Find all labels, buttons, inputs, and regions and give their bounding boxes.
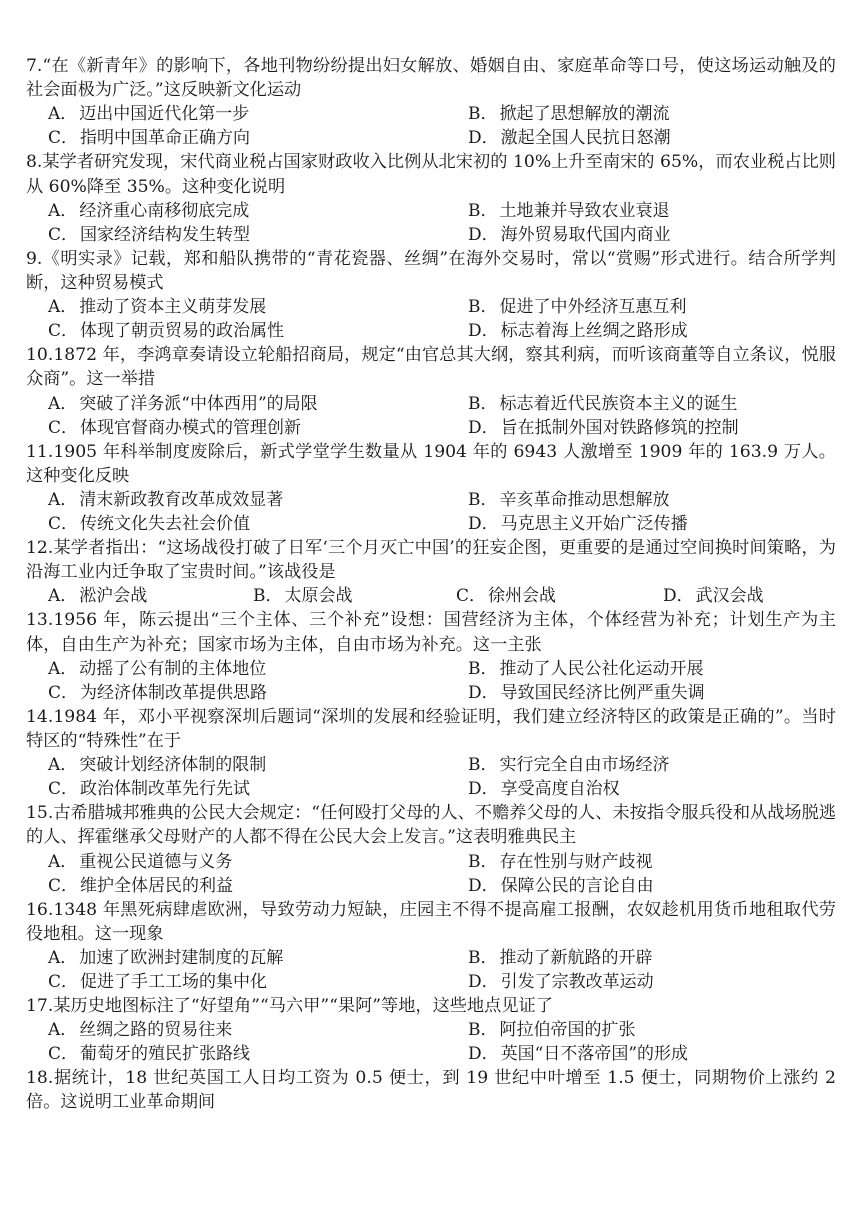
question-block [26,994,836,1066]
question-stem: 13.1956 年，陈云提出“三个主体、三个补充”设想：国营经济为主体，个体经营为补充；计划生产为主体，自由生产为补充；国家市场为主体，自由市场为补充。这一主张 [26,610,836,655]
option-letter: B． [468,104,498,125]
option-list [26,1018,836,1066]
option-text: 推动了资本主义萌芽发展 [79,297,267,318]
option-letter: B． [468,948,498,969]
answer-option [48,584,253,608]
option-text: 阿拉伯帝国的扩张 [499,1020,636,1041]
option-letter: A． [48,1020,78,1041]
option-list [26,946,836,994]
option-text: 标志着海上丝绸之路形成 [500,321,688,342]
option-letter: D． [468,972,499,993]
answer-option [48,295,468,319]
option-text: 葡萄牙的殖民扩张路线 [80,1044,251,1065]
option-text: 海外贸易取代国内商业 [500,224,671,245]
option-letter: C． [48,972,79,993]
option-letter: A． [48,490,78,511]
option-letter: A． [48,658,78,679]
option-text: 徐州会战 [488,586,557,607]
answer-option [253,584,456,608]
answer-option [48,753,468,777]
option-text: 武汉会战 [695,586,764,607]
answer-option [48,1018,468,1042]
option-letter: D． [468,875,499,896]
answer-option [48,223,468,247]
option-letter: D． [468,128,499,149]
answer-option [48,416,468,440]
answer-option [468,657,858,681]
answer-option [468,102,858,126]
option-text: 淞沪会战 [79,586,148,607]
option-letter: C． [48,224,79,245]
option-letter: B． [468,658,498,679]
answer-option [48,512,468,536]
option-letter: B． [468,851,498,872]
option-text: 突破了洋务派“中体西用”的局限 [79,393,318,414]
option-list [26,584,836,608]
answer-option [468,681,858,705]
option-text: 掀起了思想解放的潮流 [499,104,670,125]
option-letter: B． [468,200,498,221]
option-text: 国家经济结构发生转型 [80,224,251,245]
option-letter: A． [48,200,78,221]
option-letter: D． [468,514,499,535]
question-block [26,801,836,897]
answer-option [663,584,843,608]
option-letter: C． [48,875,79,896]
option-letter: D． [468,682,499,703]
answer-option [468,223,858,247]
question-stem: 16.1348 年黑死病肆虐欧洲，导致劳动力短缺，庄园主不得不提高雇工报酬，农奴趁机用货币地租取代劳役地租。这一现象 [26,899,836,944]
answer-option [48,319,468,343]
answer-option [48,777,468,801]
option-letter: D． [468,779,499,800]
question-stem: 18.据统计，18 世纪英国工人日均工资为 0.5 便士，到 19 世纪中叶增至 1.5 便士，同期物价上涨约 2 倍。这说明工业革命期间 [26,1068,836,1113]
option-text: 迈出中国近代化第一步 [79,104,250,125]
option-list [26,199,836,247]
answer-option [456,584,663,608]
option-letter: A． [48,851,78,872]
option-text: 辛亥革命推动思想解放 [499,490,670,511]
option-text: 旨在抵制外国对铁路修筑的控制 [500,417,739,438]
question-block [26,608,836,704]
answer-option [468,946,858,970]
question-stem: 11.1905 年科举制度废除后，新式学堂学生数量从 1904 年的 6943 人激增至 1909 年的 163.9 万人。这种变化反映 [26,441,836,486]
option-letter: C． [48,1044,79,1065]
question-stem: 7.“在《新青年》的影响下，各地刊物纷纷提出妇女解放、婚姻自由、家庭革命等口号，使这场运动触及的社会面极为广泛。”这反映新文化运动 [26,56,836,101]
answer-option [48,850,468,874]
answer-option [468,1042,858,1066]
question-block [26,1066,836,1114]
option-text: 为经济体制改革提供思路 [80,682,268,703]
question-stem: 9.《明实录》记载，郑和船队携带的“青花瓷器、丝绸”在海外交易时，常以“赏赐”形式进行。结合所学判断，这种贸易模式 [26,248,836,294]
answer-option [468,126,858,150]
question-block [26,440,836,536]
question-block [26,247,836,343]
option-text: 导致国民经济比例严重失调 [500,682,705,703]
option-text: 保障公民的言论自由 [500,875,654,896]
option-letter: A． [48,755,78,776]
option-list [26,488,836,536]
answer-option [468,753,858,777]
question-stem: 14.1984 年，邓小平视察深圳后题词“深圳的发展和经验证明，我们建立经济特区的政策是正确的”。当时特区的“特殊性”在于 [26,706,836,752]
question-stem: 15.古希腊城邦雅典的公民大会规定：“任何殴打父母的人、不赡养父母的人、未按指令服兵役和从战场脱逃的人、挥霍继承父母财产的人都不得在公民大会上发言。”这表明雅典民主 [26,803,836,848]
question-stem: 10.1872 年，李鸿章奏请设立轮船招商局，规定“由官总其大纲，察其利病，而听该商董等自立条议，悦服众商”。这一举措 [26,345,836,390]
option-list [26,295,836,343]
option-text: 加速了欧洲封建制度的瓦解 [79,948,284,969]
option-list [26,102,836,150]
option-text: 清末新政教育改革成效显著 [79,490,284,511]
option-text: 标志着近代民族资本主义的诞生 [499,393,738,414]
answer-option [468,416,858,440]
option-text: 体现官督商办模式的管理创新 [80,417,302,438]
option-letter: B． [468,755,498,776]
answer-option [468,392,858,416]
question-block [26,150,836,246]
answer-option [48,199,468,223]
option-text: 推动了人民公社化运动开展 [499,658,704,679]
option-list [26,850,836,898]
question-block [26,343,836,439]
option-list [26,753,836,801]
option-list [26,657,836,705]
option-text: 经济重心南移彻底完成 [79,200,250,221]
option-text: 享受高度自治权 [500,779,620,800]
answer-option [468,488,858,512]
option-letter: D． [468,1044,499,1065]
option-letter: A． [48,586,78,607]
option-letter: C． [48,779,79,800]
option-text: 激起全国人民抗日怒潮 [500,128,671,149]
option-text: 实行完全自由市场经济 [499,755,670,776]
answer-option [48,970,468,994]
question-block [26,898,836,994]
answer-option [48,1042,468,1066]
answer-option [48,392,468,416]
option-letter: B． [468,297,498,318]
option-text: 传统文化失去社会价值 [80,514,251,535]
option-text: 引发了宗教改革运动 [500,972,654,993]
option-letter: D． [468,321,499,342]
option-text: 维护全体居民的利益 [80,875,234,896]
option-letter: C． [48,128,79,149]
option-letter: C． [48,682,79,703]
question-stem: 12.某学者指出：“这场战役打破了日军‘三个月灭亡中国’的狂妄企图，更重要的是通过空间换时间策略，为沿海工业内迁争取了宝贵时间。”该战役是 [26,538,836,583]
question-block [26,536,836,608]
question-stem: 8.某学者研究发现，宋代商业税占国家财政收入比例从北宋初的 10%上升至南宋的 65%，而农业税占比则从 60%降至 35%。这种变化说明 [26,152,836,197]
option-letter: C． [48,321,79,342]
option-list [26,392,836,440]
option-letter: B． [468,393,498,414]
answer-option [48,488,468,512]
answer-option [468,295,858,319]
answer-option [468,1018,858,1042]
question-block [26,705,836,801]
option-letter: A． [48,297,78,318]
option-letter: C． [456,586,487,607]
option-text: 土地兼并导致农业衰退 [499,200,670,221]
answer-option [468,874,858,898]
option-letter: D． [663,586,694,607]
option-text: 指明中国革命正确方向 [80,128,251,149]
answer-option [468,512,858,536]
option-letter: D． [468,224,499,245]
question-stem: 17.某历史地图标注了“好望角”“马六甲”“果阿”等地，这些地点见证了 [26,996,553,1017]
answer-option [468,777,858,801]
option-letter: A． [48,104,78,125]
option-text: 促进了中外经济互惠互利 [499,297,687,318]
option-letter: B． [468,1020,498,1041]
option-text: 英国“日不落帝国”的形成 [500,1044,689,1065]
option-letter: D． [468,417,499,438]
answer-option [48,102,468,126]
option-text: 马克思主义开始广泛传播 [500,514,688,535]
answer-option [468,319,858,343]
option-text: 丝绸之路的贸易往来 [79,1020,233,1041]
answer-option [48,681,468,705]
option-letter: A． [48,948,78,969]
answer-option [48,874,468,898]
answer-option [48,946,468,970]
option-text: 重视公民道德与义务 [79,851,233,872]
answer-option [468,850,858,874]
answer-option [48,126,468,150]
option-letter: B． [253,586,283,607]
option-text: 突破计划经济体制的限制 [79,755,267,776]
question-block [26,54,836,150]
option-letter: B． [468,490,498,511]
option-text: 政治体制改革先行先试 [80,779,251,800]
answer-option [468,970,858,994]
option-letter: A． [48,393,78,414]
option-text: 促进了手工工场的集中化 [80,972,268,993]
option-letter: C． [48,417,79,438]
option-text: 动摇了公有制的主体地位 [79,658,267,679]
option-letter: C． [48,514,79,535]
option-text: 太原会战 [284,586,353,607]
option-text: 体现了朝贡贸易的政治属性 [80,321,285,342]
option-text: 推动了新航路的开辟 [499,948,653,969]
answer-option [468,199,858,223]
answer-option [48,657,468,681]
option-text: 存在性别与财产歧视 [499,851,653,872]
